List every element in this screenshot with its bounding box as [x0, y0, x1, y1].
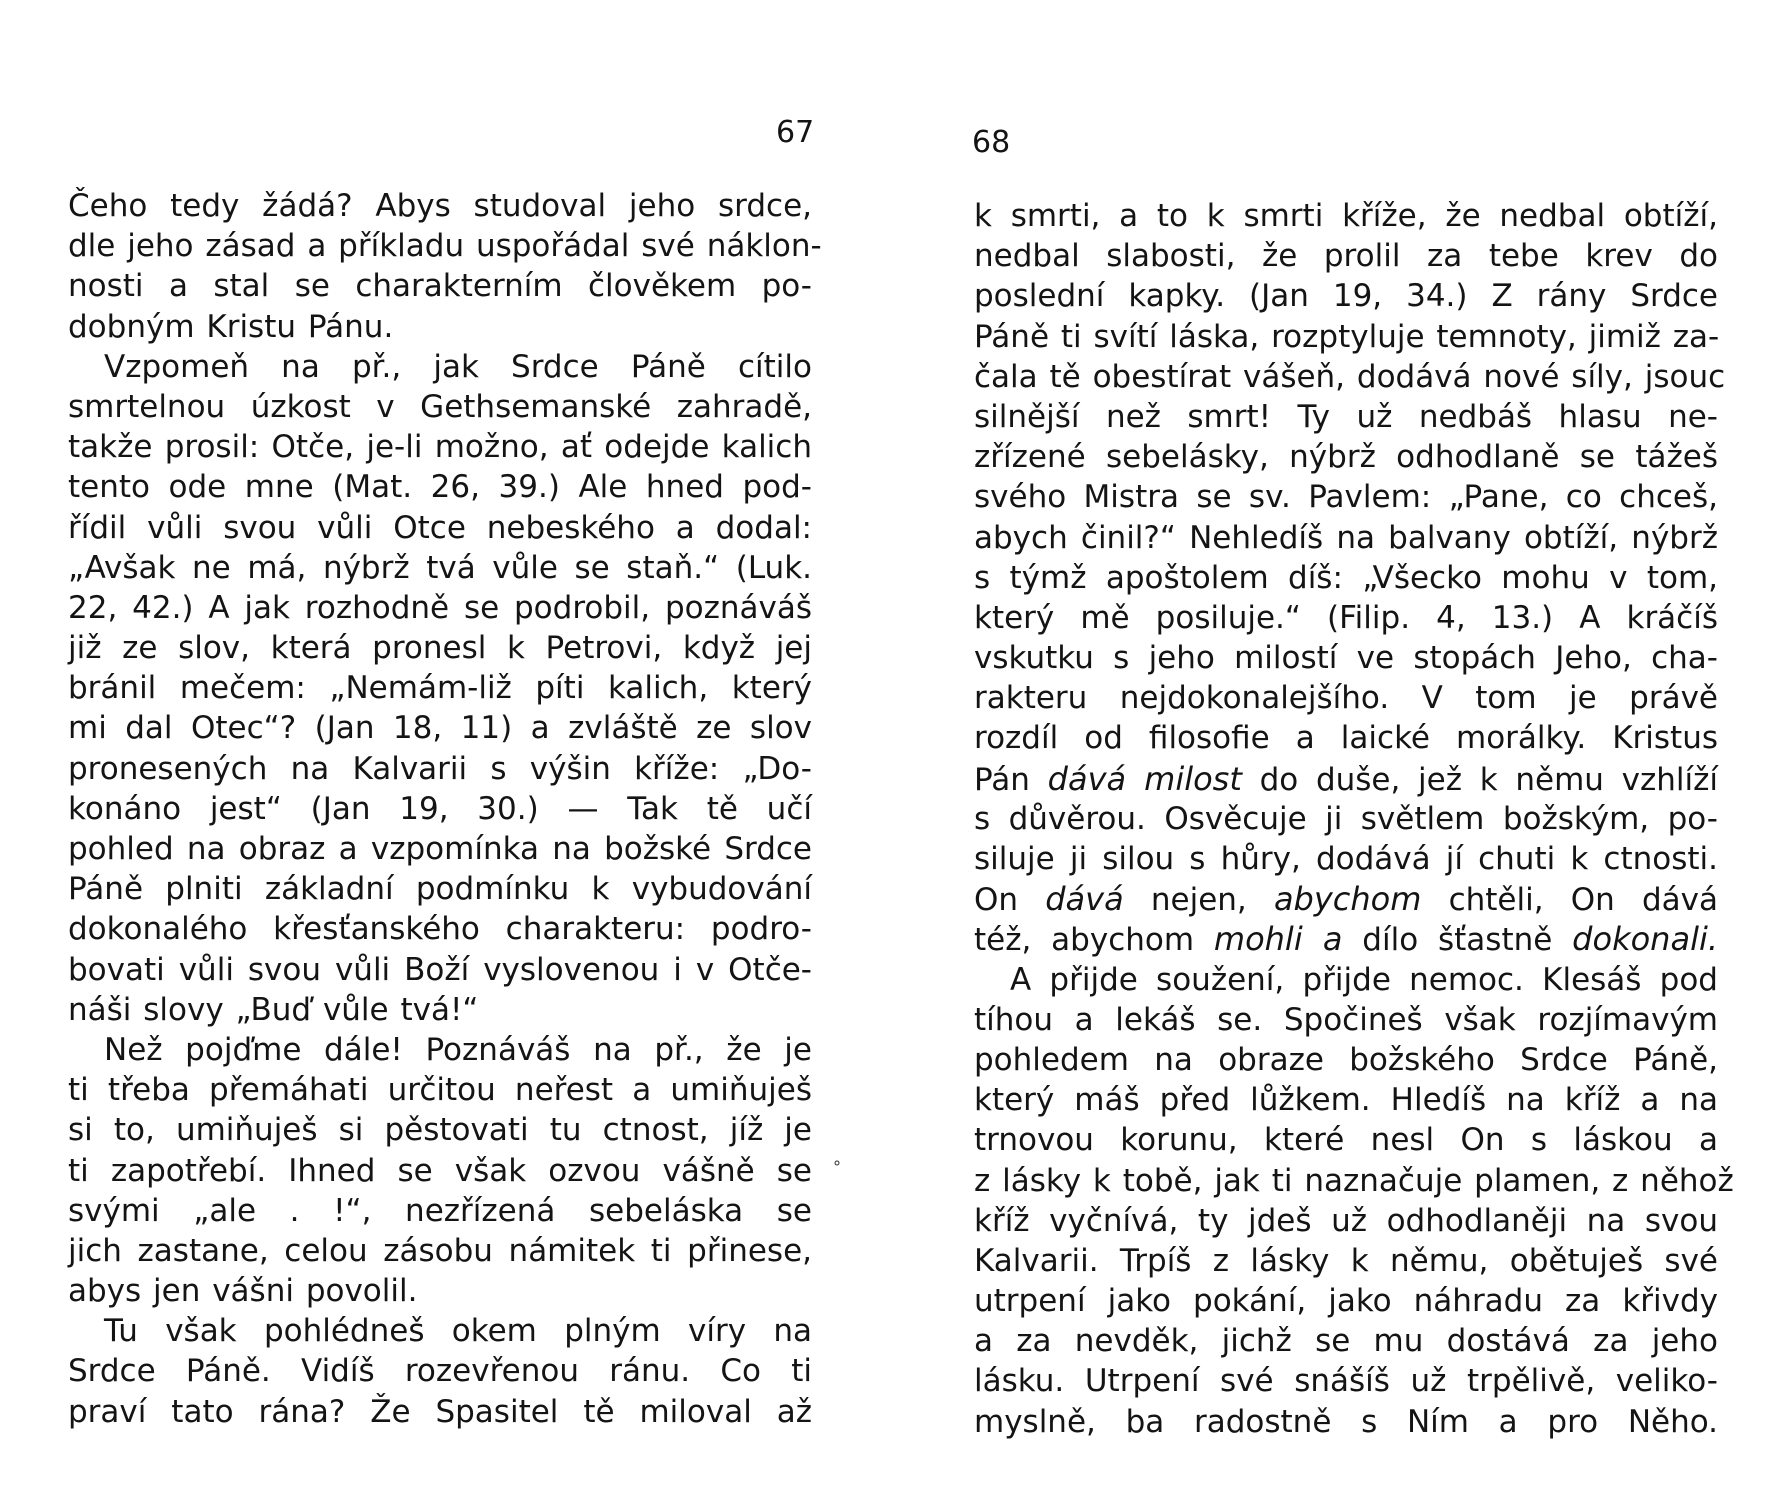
text-line: [974, 357, 1726, 397]
text-line: takže prosil: Otče, je-li možno, ať odejde kalich: [68, 429, 812, 466]
text-segment: chtěli, On dává: [1421, 882, 1718, 919]
text-line: Čeho tedy žádá? Abys studoval jeho srdce,: [68, 188, 812, 224]
text-line: [974, 960, 1718, 1000]
text-line: [974, 839, 1718, 879]
text-line: Vzpomeň na př., jak Srdce Páně cítilo: [104, 348, 812, 385]
text-segment: On: [974, 882, 1046, 919]
text-line: [974, 518, 1718, 558]
text-line: již ze slov, která pronesl k Petrovi, když jej: [68, 630, 812, 667]
emphasized-text: dává: [1045, 880, 1124, 919]
text-segment: pohledem na obraze božského Srdce Páně,: [974, 1041, 1718, 1078]
text-line: [974, 1120, 1718, 1160]
text-segment: siluje ji silou s hůry, dodává jí chuti k ctnosti.: [974, 841, 1718, 877]
text-segment: kříž vyčnívá, ty jdeš už odhodlaněji na svou: [974, 1202, 1718, 1239]
text-line: dobným Kristu Pánu.: [68, 308, 394, 345]
text-segment: zřízené sebelásky, nýbrž odhodlaně se tážeš: [974, 439, 1718, 476]
text-line: „Avšak ne má, nýbrž tvá vůle se staň.“ (Luk.: [68, 549, 812, 586]
text-segment: z lásky k tobě, jak ti naznačuje plamen, z něhož: [974, 1162, 1734, 1199]
emphasized-text: mohli a: [1213, 920, 1343, 959]
right-text-column: [974, 196, 1734, 1442]
text-line: [974, 638, 1718, 678]
text-segment: Pán: [974, 761, 1048, 798]
text-segment: abych činil?“ Nehledíš na balvany obtíží, nýbrž: [974, 519, 1718, 556]
text-segment: s týmž apoštolem díš: „Všecko mohu v tom,: [974, 559, 1718, 596]
text-segment: poslední kapky. (Jan 19, 34.) Z rány Srdce: [974, 278, 1718, 315]
text-segment: lásku. Utrpení své snášíš už trpělivě, veliko-: [974, 1363, 1718, 1400]
text-line: praví tato rána? Že Spasitel tě miloval až: [68, 1393, 812, 1430]
text-segment: který máš před lůžkem. Hledíš na kříž a na: [974, 1082, 1718, 1119]
page-number-right: 68: [972, 125, 1011, 160]
text-line: [974, 1321, 1718, 1361]
text-segment: rozdíl od filosofie a laické morálky. Kristus: [974, 720, 1718, 757]
emphasized-text: dokonali.: [1572, 920, 1719, 959]
text-line: [974, 1361, 1718, 1401]
text-line: dle jeho zásad a příkladu uspořádal své náklon-: [68, 228, 822, 265]
right-page: [896, 0, 1792, 1500]
text-line: [974, 799, 1718, 839]
text-segment: myslně, ba radostně s Ním a pro Něho.: [974, 1403, 1718, 1440]
text-segment: čala tě obestírat vášeň, dodává nové síly, jsouc: [974, 358, 1726, 395]
text-segment: k smrti, a to k smrti kříže, že nedbal obtíží,: [974, 198, 1718, 234]
text-line: [974, 598, 1718, 638]
text-segment: vskutku s jeho milostí ve stopách Jeho, cha-: [974, 640, 1718, 677]
text-line: [974, 678, 1718, 718]
text-line: [974, 477, 1718, 517]
text-segment: tíhou a lekáš se. Spočineš však rozjímavým: [974, 1001, 1718, 1038]
text-line: [974, 397, 1718, 437]
text-line: [974, 236, 1718, 276]
text-line: mi dal Otec“? (Jan 18, 11) a zvláště ze slov: [68, 710, 812, 747]
text-line: náši slovy „Buď vůle tvá!“: [68, 991, 479, 1028]
text-segment: nejen,: [1123, 882, 1274, 919]
text-line: [974, 1201, 1718, 1241]
text-segment: s důvěrou. Osvěcuje ji světlem božským, po-: [974, 800, 1718, 837]
text-line: [974, 1000, 1718, 1040]
emphasized-text: abychom: [1273, 880, 1422, 919]
text-line: pronesených na Kalvarii s výšin kříže: „Do-: [68, 750, 812, 787]
text-segment: do duše, jež k němu vzhlíží: [1241, 761, 1719, 798]
text-segment: utrpení jako pokání, jako náhradu za křivdy: [974, 1283, 1718, 1320]
text-line: tento ode mne (Mat. 26, 39.) Ale hned pod-: [68, 469, 812, 506]
page-number-left: 67: [776, 115, 815, 150]
text-line: [974, 437, 1718, 477]
text-segment: rakteru nejdokonalejšího. V tom je právě: [974, 680, 1718, 717]
text-line: bovati vůli svou vůli Boží vyslovenou i v Otče-: [68, 951, 812, 988]
text-line: [974, 1040, 1718, 1080]
text-line: [974, 919, 1718, 959]
stray-ink-mark: ∘: [832, 1153, 843, 1172]
text-line: [974, 879, 1718, 919]
text-segment: A přijde soužení, přijde nemoc. Klesáš pod: [1010, 961, 1718, 998]
text-line: [974, 1080, 1718, 1120]
text-segment: který mě posiluje.“ (Filip. 4, 13.) A kráčíš: [974, 599, 1718, 636]
text-line: ti zapotřebí. Ihned se však ozvou vášně se: [68, 1152, 812, 1189]
text-line: abys jen vášni povolil.: [68, 1273, 418, 1310]
text-line: [974, 759, 1718, 799]
left-text-column: [68, 186, 822, 1432]
text-line: [974, 1161, 1734, 1201]
text-line: 22, 42.) A jak rozhodně se podrobil, poznáváš: [68, 589, 812, 626]
text-line: řídil vůli svou vůli Otce nebeského a dodal:: [68, 509, 812, 546]
text-line: [974, 276, 1718, 316]
text-segment: též, abychom: [974, 922, 1214, 959]
text-segment: trnovou korunu, které nesl On s láskou a: [974, 1122, 1718, 1159]
text-line: [974, 317, 1718, 357]
text-line: Tu však pohlédneš okem plným víry na: [104, 1313, 812, 1350]
text-segment: a za nevděk, jichž se mu dostává za jeho: [974, 1323, 1718, 1360]
text-line: si to, umiňuješ si pěstovati tu ctnost, jíž je: [68, 1112, 812, 1149]
text-line: [974, 718, 1718, 758]
text-line: [974, 196, 1718, 236]
text-line: Páně plniti základní podmínku k vybudování: [68, 871, 812, 908]
text-segment: dílo šťastně: [1342, 922, 1573, 959]
text-line: [974, 1281, 1718, 1321]
text-line: [974, 558, 1718, 598]
text-segment: nedbal slabosti, že prolil za tebe krev do: [974, 238, 1718, 275]
text-line: konáno jest“ (Jan 19, 30.) — Tak tě učí: [68, 790, 812, 827]
text-line: Srdce Páně. Vidíš rozevřenou ránu. Co ti: [68, 1353, 812, 1390]
text-line: ti třeba přemáhati určitou neřest a umiňuješ: [68, 1072, 812, 1109]
text-line: bránil mečem: „Nemám-liž píti kalich, který: [68, 670, 812, 707]
text-line: jich zastane, celou zásobu námitek ti přinese,: [68, 1232, 812, 1269]
text-segment: svého Mistra se sv. Pavlem: „Pane, co chceš,: [974, 479, 1718, 516]
text-line: nosti a stal se charakterním člověkem po-: [68, 268, 812, 305]
text-line: [974, 1402, 1718, 1442]
text-line: Než pojďme dále! Poznáváš na př., že je: [104, 1031, 812, 1068]
text-line: svými „ale . !“, nezřízená sebeláska se: [68, 1192, 812, 1229]
emphasized-text: dává milost: [1047, 759, 1242, 798]
text-line: smrtelnou úzkost v Gethsemanské zahradě,: [68, 388, 812, 425]
text-line: dokonalého křesťanského charakteru: podro-: [68, 911, 812, 948]
text-line: [974, 1241, 1718, 1281]
text-line: pohled na obraz a vzpomínka na božské Srdce: [68, 831, 812, 867]
text-segment: Kalvarii. Trpíš z lásky k němu, obětuješ své: [974, 1242, 1718, 1279]
text-segment: Páně ti svítí láska, rozptyluje temnoty, jimiž za-: [974, 318, 1720, 355]
text-segment: silnější než smrt! Ty už nedbáš hlasu ne-: [974, 398, 1718, 435]
